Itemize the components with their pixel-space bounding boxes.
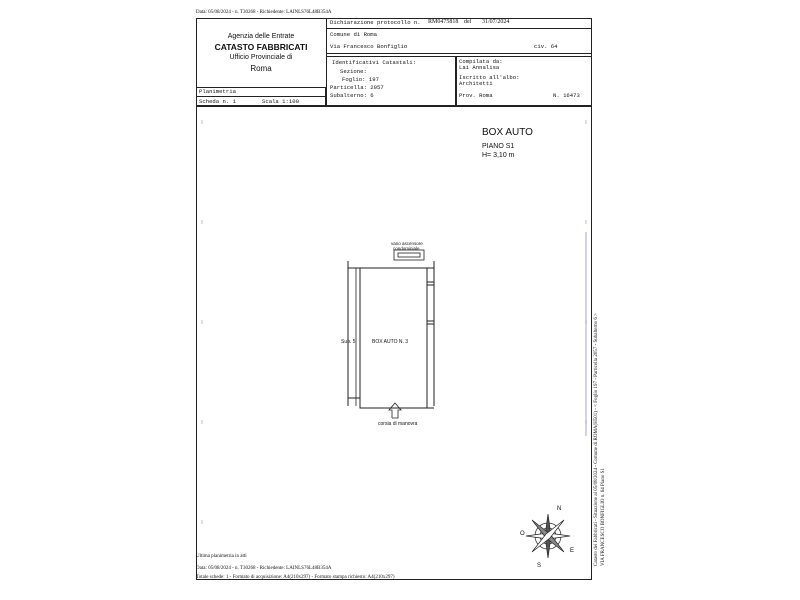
plan-floor: PIANO S1 — [482, 143, 515, 150]
sheet-divider — [196, 96, 326, 97]
compass-east: E — [570, 548, 575, 554]
protocol-civ: civ. 64 — [534, 43, 558, 50]
compass — [526, 514, 570, 558]
sheet-scheda: Scheda n. 1 — [199, 98, 236, 105]
agency-city: Roma — [250, 64, 272, 73]
protocol-label: Dichiarazione protocollo n. — [330, 19, 421, 26]
identifiers-title: Identificativi Catastali: — [332, 59, 416, 66]
compiler-name: Lai Annalisa — [459, 64, 500, 71]
elevator-label-1: vano ascensore — [391, 241, 423, 246]
room-label: BOX AUTO N. 3 — [372, 339, 409, 345]
compiler-iscritto-label: Iscritto all'albo: — [459, 74, 520, 81]
protocol-del: del — [464, 19, 472, 25]
compass-south: S — [537, 563, 542, 569]
compiler-prov: Prov. Roma — [459, 92, 493, 99]
identifier-particella: Particella: 2057 — [330, 84, 384, 91]
header-divider-protocol — [326, 28, 592, 29]
compiler-iscritto-value: Architetti — [459, 80, 493, 87]
protocol-comune: Comune di Roma — [330, 31, 377, 38]
agency-catasto: CATASTO FABBRICATI — [214, 42, 308, 52]
corsia-label: corsia di manovra — [378, 421, 418, 427]
plan-height: H= 3,10 m — [482, 152, 515, 159]
sheet-planimetria: Planimetria — [199, 88, 236, 95]
compass-north: N — [557, 506, 562, 512]
protocol-address: Via Francesco Bonfiglio — [330, 43, 408, 50]
outer-walls — [348, 261, 434, 408]
side-text-2: VIA FRANCESCO BONFIGLIO n. 64 Piano S1 — [601, 468, 606, 566]
compiler-label: Compilata da: — [459, 58, 503, 65]
identifier-subalterno: Subalterno: 6 — [330, 92, 374, 99]
sheet-scala: Scala 1:100 — [262, 98, 299, 105]
protocol-date: 31/07/2024 — [482, 19, 510, 25]
agency-name: Agenzia delle Entrate — [227, 33, 295, 40]
header-meta: Data: 05/08/2024 - n. T30268 - Richiedente: LAINLS76L48B354A — [196, 10, 332, 15]
entry-arrow — [389, 403, 401, 418]
sub-label: Sub. 5 — [341, 339, 356, 345]
margin-ticks — [202, 120, 586, 524]
identifier-foglio: Foglio: 197 — [342, 76, 379, 83]
compass-west: O — [520, 531, 525, 537]
elevator-label-2: condominiale — [393, 246, 420, 251]
footer-ultima: Ultima planimetria in atti — [196, 554, 247, 559]
footer-meta: Data: 05/08/2024 - n. T30268 - Richiedente: LAINLS76L48B354A — [196, 566, 332, 571]
plan-title: BOX AUTO — [482, 127, 533, 138]
footer-totale: Totale schede: 1 - Formato di acquisizione: A4(210x297) - Formato stampa richiesto: A4(210x297) — [196, 575, 395, 580]
agency-office: Ufficio Provinciale di — [229, 54, 293, 61]
identifier-sezione: Sezione: — [340, 68, 367, 75]
side-text-1: Catasto dei Fabbricati - Situazione al 05/08/2024 - Comune di ROMA(H501) - < Foglio 197 - Particella 2057 - Subalterno 6 > — [594, 313, 599, 566]
protocol-number: RM0475818 — [428, 19, 459, 25]
header-divider-address — [326, 53, 592, 54]
compiler-number: N. 16473 — [553, 92, 580, 99]
